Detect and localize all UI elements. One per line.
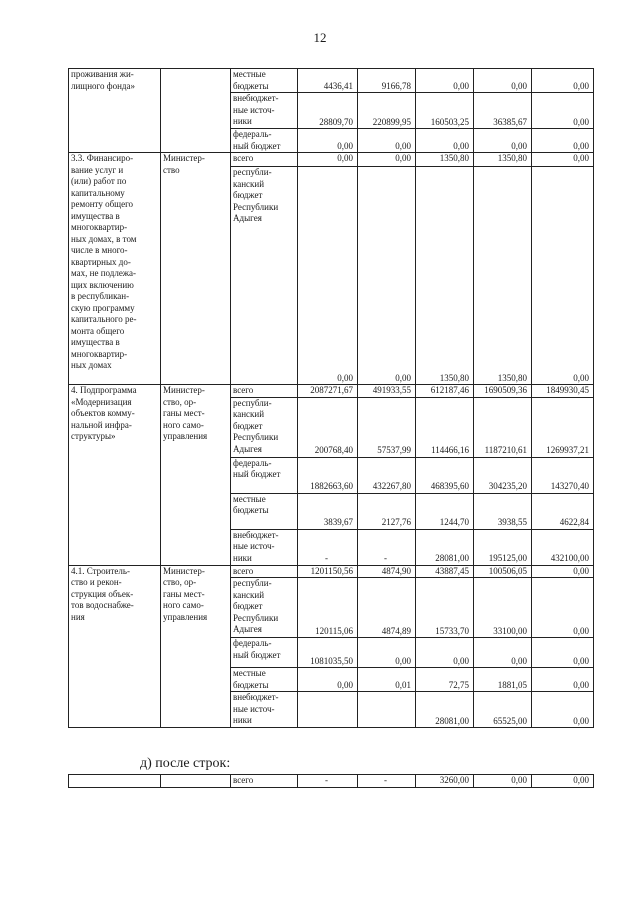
source-cell: республи- канский бюджет Республики Адыгея: [231, 397, 298, 457]
value-cell: 0,00: [532, 153, 594, 167]
source-cell: местные бюджеты: [231, 493, 298, 529]
value-cell: 0,00: [474, 775, 532, 788]
source-cell: всего: [231, 775, 298, 788]
value-cell: 3260,00: [416, 775, 474, 788]
value-cell: 0,00: [358, 153, 416, 167]
value-cell: 304235,20: [474, 457, 532, 493]
value-cell: 1350,80: [416, 153, 474, 167]
value-cell: 3839,67: [298, 493, 358, 529]
value-cell: 143270,40: [532, 457, 594, 493]
value-cell: 0,00: [532, 578, 594, 638]
value-cell: 1350,80: [474, 167, 532, 385]
value-cell: -: [358, 529, 416, 565]
value-cell: 432267,80: [358, 457, 416, 493]
value-cell: 1201150,56: [298, 565, 358, 578]
value-cell: 0,00: [298, 167, 358, 385]
agency-cell: Министер- ство: [161, 153, 231, 385]
value-cell: 15733,70: [416, 578, 474, 638]
source-cell: федераль- ный бюджет: [231, 638, 298, 668]
page-number: 12: [313, 30, 327, 45]
value-cell: 0,00: [416, 129, 474, 153]
value-cell: 1081035,50: [298, 638, 358, 668]
source-cell: внебюджет- ные источ- ники: [231, 692, 298, 728]
table-row: [69, 69, 594, 93]
source-cell: местные бюджеты: [231, 69, 298, 93]
name-cell: проживания жи- лищного фонда»: [69, 69, 161, 153]
value-cell: 0,00: [474, 69, 532, 93]
source-cell: федераль- ный бюджет: [231, 129, 298, 153]
value-cell: 0,00: [532, 167, 594, 385]
value-cell: 36385,67: [474, 93, 532, 129]
source-cell: местные бюджеты: [231, 668, 298, 692]
value-cell: 1849930,45: [532, 385, 594, 398]
value-cell: 33100,00: [474, 578, 532, 638]
tail-table: [68, 774, 594, 788]
source-cell: республи- канский бюджет Республики Адыгея: [231, 578, 298, 638]
value-cell: 0,00: [474, 129, 532, 153]
value-cell: 0,00: [532, 692, 594, 728]
value-cell: 28081,00: [416, 692, 474, 728]
value-cell: 57537,99: [358, 397, 416, 457]
value-cell: 120115,06: [298, 578, 358, 638]
source-cell: федераль- ный бюджет: [231, 457, 298, 493]
value-cell: 160503,25: [416, 93, 474, 129]
value-cell: 3938,55: [474, 493, 532, 529]
value-cell: 612187,46: [416, 385, 474, 398]
value-cell: 468395,60: [416, 457, 474, 493]
value-cell: 1882663,60: [298, 457, 358, 493]
value-cell: 28809,70: [298, 93, 358, 129]
value-cell: 1244,70: [416, 493, 474, 529]
value-cell: 72,75: [416, 668, 474, 692]
source-cell: внебюджет- ные источ- ники: [231, 529, 298, 565]
value-cell: 114466,16: [416, 397, 474, 457]
value-cell: 1881,05: [474, 668, 532, 692]
value-cell: 0,00: [358, 167, 416, 385]
table-row: [69, 153, 594, 167]
value-cell: 0,00: [298, 153, 358, 167]
value-cell: 0,00: [532, 668, 594, 692]
budget-table: [68, 68, 594, 728]
value-cell: -: [298, 529, 358, 565]
value-cell: 43887,45: [416, 565, 474, 578]
value-cell: 2087271,67: [298, 385, 358, 398]
value-cell: 4874,90: [358, 565, 416, 578]
value-cell: 65525,00: [474, 692, 532, 728]
value-cell: 9166,78: [358, 69, 416, 93]
source-cell: всего: [231, 153, 298, 167]
value-cell: 4622,84: [532, 493, 594, 529]
value-cell: 1350,80: [474, 153, 532, 167]
table-row: [69, 775, 594, 788]
value-cell: 0,00: [358, 638, 416, 668]
section-caption: д) после строк:: [140, 756, 231, 771]
value-cell: 28081,00: [416, 529, 474, 565]
value-cell: -: [298, 775, 358, 788]
value-cell: 0,00: [532, 565, 594, 578]
value-cell: 220899,95: [358, 93, 416, 129]
value-cell: 1187210,61: [474, 397, 532, 457]
value-cell: 0,00: [532, 69, 594, 93]
agency-cell: Министер- ство, ор- ганы мест- ного само- управления: [161, 385, 231, 566]
name-cell: [69, 775, 161, 788]
name-cell: 4.1. Строитель- ство и рекон- струкция объек- тов водоснабже- ния: [69, 565, 161, 728]
value-cell: 0,00: [532, 638, 594, 668]
value-cell: 2127,76: [358, 493, 416, 529]
agency-cell: Министер- ство, ор- ганы мест- ного само- управления: [161, 565, 231, 728]
value-cell: 491933,55: [358, 385, 416, 398]
name-cell: 3.3. Финансиро- вание услуг и (или) работ по капитальному ремонту общего имущества в многоквартир- ных домах, в том числе в много- квартирных до- мах, не подлежа- щих включению в республикан- скую программу капитального ре- монта общего имущества в многоквартир- ных домах: [69, 153, 161, 385]
value-cell: 4874,89: [358, 578, 416, 638]
agency-cell: [161, 69, 231, 153]
value-cell: 0,00: [298, 129, 358, 153]
value-cell: [298, 692, 358, 728]
value-cell: 1269937,21: [532, 397, 594, 457]
value-cell: 0,00: [532, 129, 594, 153]
table-row: [69, 565, 594, 578]
value-cell: 0,00: [416, 69, 474, 93]
value-cell: 432100,00: [532, 529, 594, 565]
value-cell: 200768,40: [298, 397, 358, 457]
value-cell: 0,00: [532, 93, 594, 129]
table-row: [69, 385, 594, 398]
value-cell: 0,00: [416, 638, 474, 668]
value-cell: 100506,05: [474, 565, 532, 578]
source-cell: республи- канский бюджет Республики Адыгея: [231, 167, 298, 385]
name-cell: 4. Подпрограмма «Модернизация объектов комму- нальной инфра- структуры»: [69, 385, 161, 566]
value-cell: 1350,80: [416, 167, 474, 385]
value-cell: 0,00: [358, 129, 416, 153]
value-cell: 4436,41: [298, 69, 358, 93]
value-cell: [358, 692, 416, 728]
value-cell: 0,00: [298, 668, 358, 692]
source-cell: всего: [231, 385, 298, 398]
value-cell: 195125,00: [474, 529, 532, 565]
agency-cell: [161, 775, 231, 788]
value-cell: 0,01: [358, 668, 416, 692]
source-cell: всего: [231, 565, 298, 578]
source-cell: внебюджет- ные источ- ники: [231, 93, 298, 129]
value-cell: 0,00: [532, 775, 594, 788]
value-cell: 1690509,36: [474, 385, 532, 398]
value-cell: -: [358, 775, 416, 788]
value-cell: 0,00: [474, 638, 532, 668]
